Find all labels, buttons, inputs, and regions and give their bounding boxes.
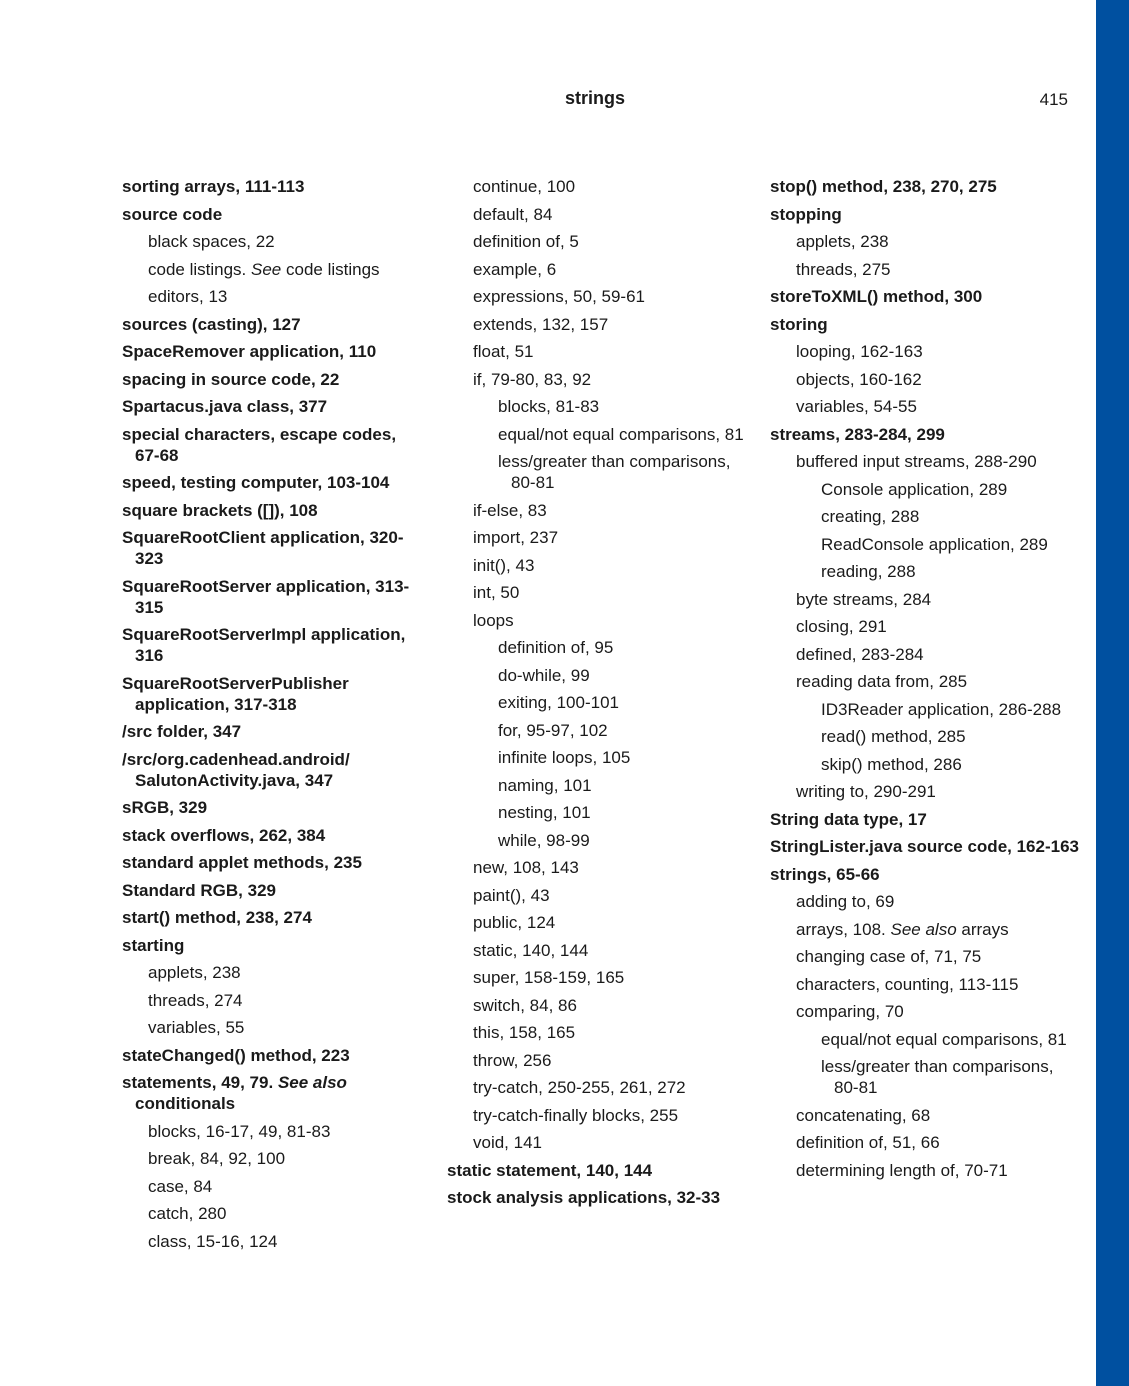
- index-entry: [122, 1231, 422, 1252]
- index-entry: [770, 341, 1080, 362]
- index-entry-text: extends, 132, 157: [473, 314, 609, 334]
- index-entry-text: variables, 55: [148, 1018, 245, 1037]
- index-entry: [447, 720, 747, 741]
- index-entry-text: definition of, 95: [498, 638, 614, 657]
- index-entry-text: definition of, 51, 66: [796, 1133, 940, 1152]
- index-entry: [447, 802, 747, 823]
- index-entry-text: start() method, 238, 274: [122, 908, 312, 927]
- index-column-3: [770, 176, 1080, 1187]
- index-entry-text: new, 108, 143: [473, 858, 579, 877]
- index-entry-text: concatenating, 68: [796, 1105, 931, 1125]
- index-entry-text: super, 158-159, 165: [473, 968, 625, 987]
- index-entry-text: catch, 280: [148, 1204, 227, 1223]
- index-entry: [122, 749, 422, 791]
- index-entry-text: static statement, 140, 144: [447, 1160, 653, 1180]
- see-reference: See also: [277, 1073, 347, 1092]
- index-entry: [447, 204, 747, 225]
- index-entry: [770, 891, 1080, 912]
- index-entry-text: default, 84: [473, 204, 553, 224]
- index-entry-text: defined, 283-284: [796, 644, 924, 664]
- index-entry: [122, 935, 422, 956]
- index-entry-text: try-catch, 250-255, 261, 272: [473, 1078, 686, 1097]
- index-entry: [770, 479, 1080, 500]
- index-entry: [447, 527, 747, 548]
- index-column-2: [447, 176, 747, 1215]
- index-entry: [122, 176, 422, 197]
- index-entry: [447, 692, 747, 713]
- index-entry: [122, 231, 422, 252]
- index-entry: [447, 259, 747, 280]
- index-entry-text: reading, 288: [821, 562, 916, 581]
- see-reference: See: [251, 259, 282, 279]
- index-entry-text: special characters, escape codes, 67-68: [122, 424, 397, 465]
- index-entry: [447, 500, 747, 521]
- see-target: code listings: [286, 259, 380, 279]
- index-entry: [770, 231, 1080, 252]
- index-entry-text: Console application, 289: [821, 479, 1008, 499]
- index-entry-text: threads, 275: [796, 259, 891, 279]
- index-entry: [770, 919, 1080, 940]
- index-entry-text: reading data from, 285: [796, 672, 968, 691]
- index-entry: [447, 176, 747, 197]
- index-entry-text: sorting arrays, 111-113: [122, 177, 305, 196]
- index-entry: [447, 1050, 747, 1071]
- index-entry: [447, 1187, 747, 1208]
- index-entry-text: stopping: [770, 204, 842, 224]
- index-entry: [447, 424, 747, 445]
- index-entry: [447, 967, 747, 988]
- index-entry-text: static, 140, 144: [473, 940, 589, 960]
- index-entry-text: do-while, 99: [498, 665, 590, 685]
- index-entry: [122, 259, 422, 280]
- index-entry-text: continue, 100: [473, 177, 576, 196]
- index-entry-text: infinite loops, 105: [498, 748, 631, 767]
- index-entry: [447, 1160, 747, 1181]
- index-entry-text: arrays, 108.: [796, 919, 886, 939]
- index-entry: [122, 1072, 422, 1114]
- see-target: conditionals: [135, 1094, 236, 1113]
- index-entry: [447, 451, 747, 493]
- index-entry: [122, 1176, 422, 1197]
- index-entry: [122, 500, 422, 521]
- index-entry: [770, 259, 1080, 280]
- index-entry-text: stateChanged() method, 223: [122, 1045, 350, 1065]
- page-number: 415: [1039, 90, 1068, 109]
- index-entry: [770, 589, 1080, 610]
- index-entry-text: try-catch-finally blocks, 255: [473, 1105, 679, 1125]
- index-entry-text: stop() method, 238, 270, 275: [770, 177, 997, 196]
- index-entry-text: break, 84, 92, 100: [148, 1149, 286, 1168]
- index-entry: [122, 624, 422, 666]
- index-entry: [122, 424, 422, 466]
- index-entry-text: characters, counting, 113-115: [796, 974, 1019, 994]
- index-entry-text: init(), 43: [473, 555, 535, 575]
- index-entry: [770, 864, 1080, 885]
- index-entry: [770, 781, 1080, 802]
- index-entry-text: code listings.: [148, 259, 247, 279]
- index-entry: [770, 974, 1080, 995]
- index-entry: [122, 396, 422, 417]
- see-reference: See also: [890, 919, 957, 939]
- index-entry: [770, 561, 1080, 582]
- index-column-1: [122, 176, 422, 1258]
- index-entry: [447, 637, 747, 658]
- index-entry-text: starting: [122, 935, 185, 955]
- index-entry-text: editors, 13: [148, 287, 228, 306]
- index-entry-text: square brackets ([]), 108: [122, 500, 318, 520]
- index-entry-text: SquareRootServerImpl application, 316: [122, 625, 406, 665]
- index-entry-text: comparing, 70: [796, 1002, 904, 1021]
- index-entry-text: exiting, 100-101: [498, 693, 619, 712]
- index-entry-text: SquareRootServer application, 313-315: [122, 576, 410, 617]
- index-entry-text: Standard RGB, 329: [122, 880, 276, 900]
- index-entry-text: black spaces, 22: [148, 232, 275, 251]
- index-entry-text: switch, 84, 86: [473, 995, 577, 1015]
- index-entry-text: buffered input streams, 288-290: [796, 452, 1037, 471]
- index-entry: [770, 699, 1080, 720]
- index-entry-text: changing case of, 71, 75: [796, 947, 982, 966]
- index-entry: [770, 314, 1080, 335]
- index-entry-text: example, 6: [473, 259, 557, 279]
- index-entry-text: /src/org.cadenhead.android/ SalutonActivity.java, 347: [122, 749, 350, 790]
- index-entry: [447, 665, 747, 686]
- index-entry-text: this, 158, 165: [473, 1023, 576, 1042]
- index-entry-text: blocks, 81-83: [498, 397, 600, 416]
- index-entry-text: definition of, 5: [473, 232, 579, 251]
- index-entry: [447, 369, 747, 390]
- index-entry-text: equal/not equal comparisons, 81: [498, 424, 744, 444]
- index-entry: [447, 314, 747, 335]
- index-entry: [447, 396, 747, 417]
- index-entry: [770, 726, 1080, 747]
- index-entry: [122, 527, 422, 569]
- index-entry-text: storing: [770, 314, 828, 334]
- index-entry-text: objects, 160-162: [796, 369, 922, 389]
- index-entry: [447, 1077, 747, 1098]
- index-entry-text: applets, 238: [796, 232, 889, 251]
- index-entry-text: less/greater than comparisons, 80-81: [821, 1057, 1054, 1097]
- index-entry: [447, 830, 747, 851]
- index-entry-text: blocks, 16-17, 49, 81-83: [148, 1121, 331, 1141]
- index-entry-text: streams, 283-284, 299: [770, 424, 945, 444]
- index-entry-text: applets, 238: [148, 963, 241, 982]
- index-entry-text: while, 98-99: [498, 830, 590, 850]
- index-entry: [447, 885, 747, 906]
- index-entry: [770, 1160, 1080, 1181]
- index-entry: [122, 314, 422, 335]
- index-entry: [770, 644, 1080, 665]
- index-entry-text: stock analysis applications, 32-33: [447, 1188, 721, 1207]
- index-entry-text: creating, 288: [821, 507, 920, 526]
- index-entry: [770, 204, 1080, 225]
- index-entry-text: variables, 54-55: [796, 397, 917, 416]
- index-entry-text: public, 124: [473, 913, 556, 932]
- index-entry-text: SquareRootServerPublisher application, 317-318: [122, 673, 349, 714]
- index-entry: [447, 341, 747, 362]
- index-entry: [122, 852, 422, 873]
- index-entry-text: ID3Reader application, 286-288: [821, 699, 1062, 719]
- index-entry-text: strings, 65-66: [770, 864, 880, 884]
- index-entry: [770, 616, 1080, 637]
- index-entry-text: import, 237: [473, 528, 559, 547]
- index-entry: [122, 825, 422, 846]
- index-entry-text: expressions, 50, 59-61: [473, 287, 645, 306]
- index-entry: [770, 754, 1080, 775]
- index-entry: [122, 341, 422, 362]
- index-entry-text: StringLister.java source code, 162-163: [770, 837, 1079, 856]
- index-entry-text: if-else, 83: [473, 500, 547, 520]
- index-entry: [447, 231, 747, 252]
- index-entry: [447, 857, 747, 878]
- index-entry: [122, 1045, 422, 1066]
- index-entry: [447, 555, 747, 576]
- index-entry-text: writing to, 290-291: [796, 782, 936, 801]
- index-entry-text: /src folder, 347: [122, 722, 242, 741]
- index-entry: [447, 286, 747, 307]
- index-entry-text: adding to, 69: [796, 892, 895, 911]
- index-entry: [122, 721, 422, 742]
- index-entry: [770, 1132, 1080, 1153]
- index-entry: [122, 907, 422, 928]
- index-entry: [447, 1105, 747, 1126]
- index-entry-text: paint(), 43: [473, 885, 550, 905]
- index-entry: [770, 836, 1080, 857]
- index-entry-text: determining length of, 70-71: [796, 1160, 1008, 1180]
- index-entry: [122, 286, 422, 307]
- index-entry: [122, 990, 422, 1011]
- index-entry-text: read() method, 285: [821, 727, 966, 746]
- index-entry: [770, 946, 1080, 967]
- index-entry: [122, 576, 422, 618]
- index-entry-text: statements, 49, 79.: [122, 1073, 274, 1092]
- index-entry: [122, 472, 422, 493]
- index-entry: [122, 1017, 422, 1038]
- index-entry: [122, 1121, 422, 1142]
- index-entry: [447, 995, 747, 1016]
- index-entry-text: class, 15-16, 124: [148, 1231, 278, 1251]
- index-entry-text: skip() method, 286: [821, 754, 962, 774]
- index-entry: [122, 1148, 422, 1169]
- index-entry-text: void, 141: [473, 1133, 542, 1152]
- index-entry-text: case, 84: [148, 1176, 213, 1196]
- running-head: strings: [564, 88, 625, 108]
- index-entry: [447, 610, 747, 631]
- index-entry: [122, 962, 422, 983]
- index-entry-text: naming, 101: [498, 775, 592, 795]
- index-entry: [770, 506, 1080, 527]
- index-entry-text: equal/not equal comparisons, 81: [821, 1029, 1067, 1049]
- index-entry: [122, 880, 422, 901]
- index-entry-text: stack overflows, 262, 384: [122, 825, 326, 845]
- index-entry: [447, 912, 747, 933]
- index-entry-text: int, 50: [473, 583, 520, 602]
- index-entry-text: sRGB, 329: [122, 798, 208, 817]
- index-entry-text: looping, 162-163: [796, 342, 923, 361]
- index-entry: [770, 369, 1080, 390]
- index-entry: [447, 940, 747, 961]
- index-entry-text: SpaceRemover application, 110: [122, 342, 377, 361]
- index-entry-text: throw, 256: [473, 1050, 552, 1070]
- index-entry: [770, 396, 1080, 417]
- index-entry-text: sources (casting), 127: [122, 314, 301, 334]
- blue-side-bar: [1096, 0, 1129, 1386]
- index-entry-text: less/greater than comparisons, 80-81: [498, 452, 731, 492]
- index-entry-text: if, 79-80, 83, 92: [473, 369, 592, 389]
- index-entry-text: SquareRootClient application, 320-323: [122, 528, 404, 568]
- index-entry: [770, 451, 1080, 472]
- see-target: arrays: [961, 919, 1009, 939]
- index-entry: [447, 747, 747, 768]
- index-entry-text: threads, 274: [148, 990, 243, 1010]
- index-entry-text: ReadConsole application, 289: [821, 534, 1048, 554]
- index-entry-text: loops: [473, 610, 514, 630]
- index-entry: [770, 534, 1080, 555]
- index-entry: [122, 1203, 422, 1224]
- index-entry: [447, 1132, 747, 1153]
- index-entry-text: speed, testing computer, 103-104: [122, 473, 390, 492]
- index-entry-text: Spartacus.java class, 377: [122, 397, 328, 416]
- index-entry: [770, 176, 1080, 197]
- index-entry: [770, 1056, 1080, 1098]
- index-entry-text: String data type, 17: [770, 809, 927, 829]
- index-entry: [770, 1029, 1080, 1050]
- index-entry-text: byte streams, 284: [796, 589, 932, 609]
- index-entry: [447, 775, 747, 796]
- index-entry-text: storeToXML() method, 300: [770, 287, 983, 306]
- index-entry: [447, 582, 747, 603]
- index-entry: [770, 1105, 1080, 1126]
- index-entry-text: source code: [122, 204, 223, 224]
- index-entry: [770, 286, 1080, 307]
- index-entry-text: nesting, 101: [498, 803, 591, 822]
- index-entry-text: closing, 291: [796, 617, 887, 636]
- index-entry: [770, 424, 1080, 445]
- index-entry: [122, 797, 422, 818]
- index-entry-text: float, 51: [473, 342, 534, 361]
- index-entry: [770, 809, 1080, 830]
- index-entry: [122, 369, 422, 390]
- index-entry: [122, 673, 422, 715]
- index-entry: [122, 204, 422, 225]
- index-entry: [447, 1022, 747, 1043]
- index-entry: [770, 671, 1080, 692]
- index-entry-text: for, 95-97, 102: [498, 720, 608, 740]
- index-entry-text: spacing in source code, 22: [122, 369, 340, 389]
- index-entry-text: standard applet methods, 235: [122, 853, 362, 872]
- index-entry: [770, 1001, 1080, 1022]
